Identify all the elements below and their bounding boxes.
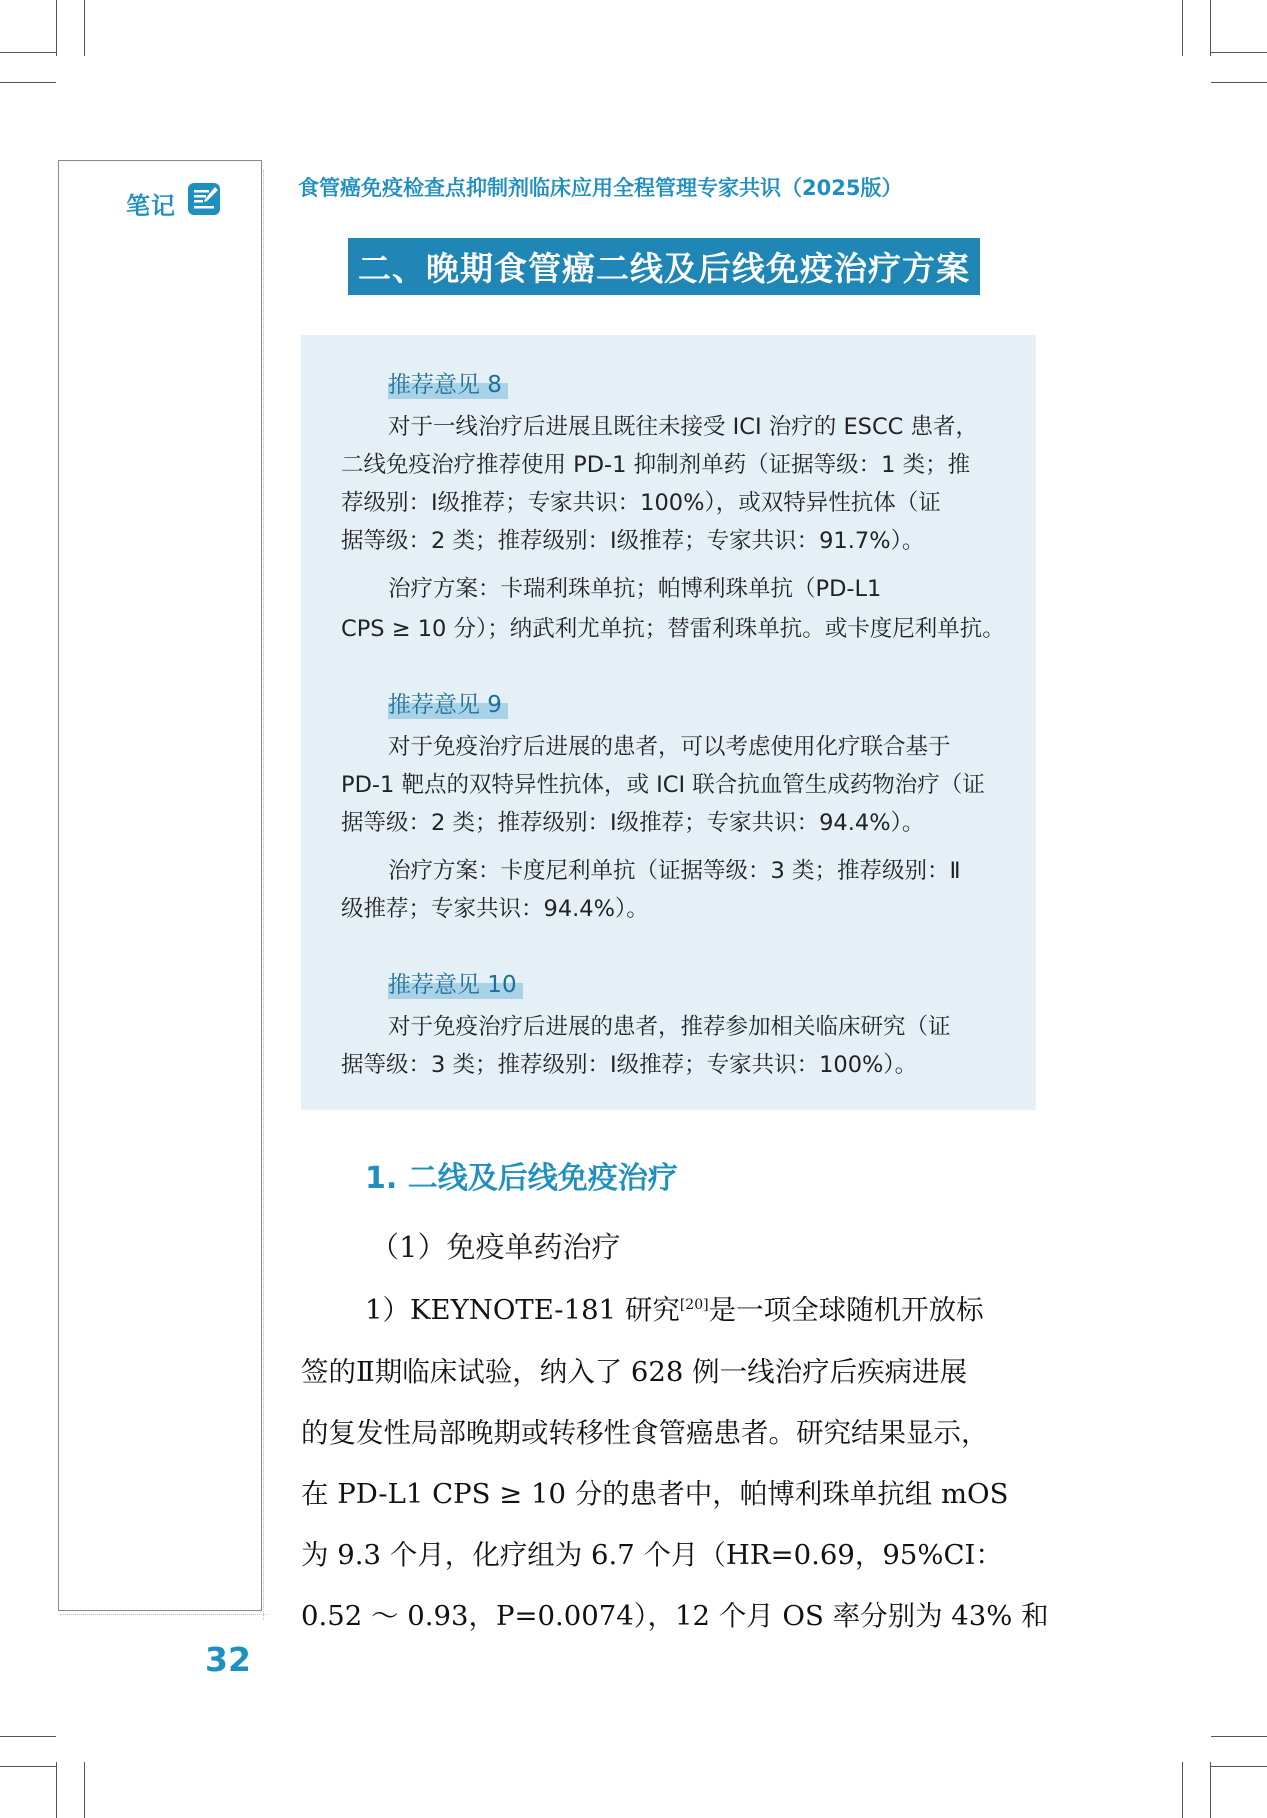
- recommendation-text: 据等级：3 类；推荐级别：Ⅰ级推荐；专家共识：100%）。: [341, 1052, 918, 1078]
- body-text: 是一项全球随机开放标: [708, 1294, 984, 1326]
- crop-mark: [1182, 0, 1183, 56]
- crop-mark: [1211, 82, 1267, 83]
- crop-mark: [0, 1766, 56, 1767]
- note-pencil-icon: [188, 183, 220, 215]
- recommendation-text: 据等级：2 类；推荐级别：Ⅰ级推荐；专家共识：91.7%）。: [341, 528, 925, 554]
- recommendation-title: 推荐意见 10: [388, 966, 523, 999]
- recommendation-title: 推荐意见 9: [388, 686, 508, 719]
- recommendation-text: 荐级别：Ⅰ级推荐；专家共识：100%），或双特异性抗体（证: [341, 490, 941, 516]
- crop-mark: [1211, 1736, 1267, 1737]
- crop-mark: [1210, 1762, 1211, 1818]
- body-text: 1）KEYNOTE-181 研究: [365, 1294, 680, 1326]
- body-paragraph-line: 的复发性局部晚期或转移性食管癌患者。研究结果显示，: [301, 1417, 989, 1449]
- recommendation-text: 据等级：2 类；推荐级别：Ⅰ级推荐；专家共识：94.4%）。: [341, 810, 925, 836]
- body-paragraph-line: 为 9.3 个月，化疗组为 6.7 个月（HR=0.69，95%CI：: [301, 1539, 1003, 1571]
- crop-mark: [0, 52, 56, 53]
- crop-mark: [56, 0, 57, 56]
- recommendation-text: CPS ≥ 10 分）；纳武利尤单抗；替雷利珠单抗。或卡度尼利单抗。: [341, 616, 1005, 642]
- recommendation-text: 对于免疫治疗后进展的患者，推荐参加相关临床研究（证: [388, 1014, 951, 1040]
- body-paragraph-line: 签的Ⅱ期临床试验，纳入了 628 例一线治疗后疾病进展: [301, 1356, 968, 1388]
- body-paragraph-line: 在 PD-L1 CPS ≥ 10 分的患者中，帕博利珠单抗组 mOS: [301, 1478, 1009, 1510]
- recommendation-text: 治疗方案：卡度尼利单抗（证据等级：3 类；推荐级别：Ⅱ: [388, 858, 961, 884]
- crop-mark: [84, 0, 85, 56]
- recommendation-text: 对于免疫治疗后进展的患者，可以考虑使用化疗联合基于: [388, 734, 951, 760]
- crop-mark: [56, 1762, 57, 1818]
- running-header: 食管癌免疫检查点抑制剂临床应用全程管理专家共识（2025版）: [298, 176, 903, 200]
- subsubsection-heading: （1）免疫单药治疗: [370, 1230, 621, 1264]
- recommendation-text: 二线免疫治疗推荐使用 PD-1 抑制剂单药（证据等级：1 类；推: [341, 452, 971, 478]
- recommendation-title: 推荐意见 8: [388, 366, 508, 399]
- crop-mark: [84, 1762, 85, 1818]
- crop-mark: [1210, 0, 1211, 56]
- body-paragraph-line: 0.52 ～ 0.93，P=0.0074），12 个月 OS 率分别为 43% 和: [301, 1600, 1049, 1632]
- crop-mark: [1182, 1762, 1183, 1818]
- crop-mark: [0, 82, 56, 83]
- notes-sidebar: [58, 160, 262, 1611]
- sidebar-shadow: [263, 170, 272, 1620]
- page-number: 32: [205, 1640, 251, 1679]
- citation-ref: [20]: [679, 1296, 709, 1313]
- section-title: 二、晚期食管癌二线及后线免疫治疗方案: [348, 238, 980, 295]
- sidebar-shadow: [60, 1614, 266, 1621]
- body-paragraph-line: [365, 1287, 984, 1327]
- recommendation-text: 对于一线治疗后进展且既往未接受 ICI 治疗的 ESCC 患者，: [388, 414, 979, 440]
- subsection-heading: 1. 二线及后线免疫治疗: [365, 1161, 678, 1196]
- recommendation-text: 治疗方案：卡瑞利珠单抗；帕博利珠单抗（PD-L1: [388, 576, 882, 602]
- recommendation-text: 级推荐；专家共识：94.4%）。: [341, 896, 649, 922]
- crop-mark: [1211, 1766, 1267, 1767]
- recommendation-text: PD-1 靶点的双特异性抗体，或 ICI 联合抗血管生成药物治疗（证: [341, 772, 985, 798]
- crop-mark: [1211, 52, 1267, 53]
- crop-mark: [0, 1736, 56, 1737]
- notes-label: 笔记: [126, 191, 176, 220]
